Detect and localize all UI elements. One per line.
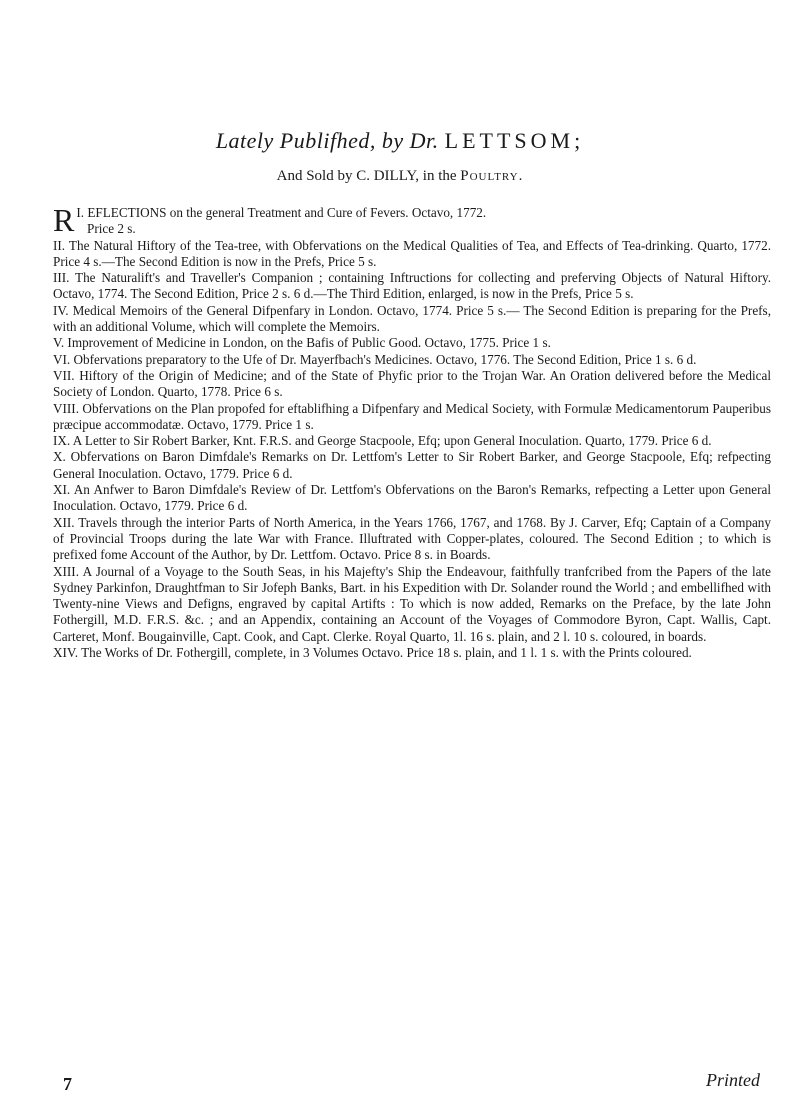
entry-text: A Journal of a Voyage to the South Seas, in his Majefty's Ship the Endeavour, faithfully tranfcribed from the Papers of the late Sydney Parkinfon, Draughtfman to Sir Jofeph Banks, Bart. in his Expedition with Dr. Solander round the World ; and embellifhed with Twenty-nine Views and Defigns, engraved by capital Artifts : To which is now added, Remarks on the Preface, by the late John Fothergill, M.D. F.R.S. &c. ; and an Appendix, containing an Account of the Voyages of Commodore Byron, Capt. Wallis, Capt. Carteret, Monf. Bougainville, Capt. Cook, and Capt. Clerke. Royal Quarto, 1l. 16 s. plain, and 2 l. 10 s. coloured, in boards. bbox=[53, 563, 771, 644]
list-item bbox=[53, 238, 771, 271]
entry-text: Obfervations preparatory to the Ufe of Dr. Mayerfbach's Medicines. Octavo, 1776. The Second Edition, Price 1 s. 6 d. bbox=[73, 351, 697, 367]
list-item bbox=[53, 303, 771, 336]
lately-published-label: Lately Publifhed, bbox=[215, 128, 376, 153]
entry-numeral: XII. bbox=[53, 514, 75, 530]
entry-numeral: XIII. bbox=[53, 563, 79, 579]
publication-list bbox=[53, 202, 772, 661]
advertisement-header bbox=[0, 128, 800, 154]
poultry-place: Poultry. bbox=[460, 168, 524, 184]
entry-text: Improvement of Medicine in London, on the Bafis of Public Good. Octavo, 1775. Price 1 s. bbox=[67, 335, 551, 351]
list-item bbox=[53, 202, 771, 238]
list-item bbox=[53, 564, 771, 645]
entry-numeral: V. bbox=[53, 335, 65, 351]
entry-numeral: VII. bbox=[53, 367, 75, 383]
entry-text: Medical Memoirs of the General Difpenfary in London. Octavo, 1774. Price 5 s.— The Second Edition is preparing for the Prefs, with an additional Volume, which will complete the Memoirs. bbox=[53, 302, 771, 335]
entry-numeral: VIII. bbox=[53, 400, 79, 416]
signature-mark: 7 bbox=[63, 1074, 72, 1094]
sold-by-text: And Sold by C. DILLY, in the bbox=[276, 168, 457, 184]
entry-numeral: XIV. bbox=[53, 645, 79, 661]
entry-text: Obfervations on the Plan propofed for eftablifhing a Difpenfary and Medical Society, with Formulæ Medicamentorum Pauperibus præcipue accommodatæ. Octavo, 1779. Price 1 s. bbox=[53, 400, 772, 432]
entry-numeral: IV. bbox=[53, 302, 69, 318]
entry-text: Obfervations on Baron Dimfdale's Remarks on Dr. Lettfom's Letter to Sir Robert Barker, and George Stacpoole, Efq; refpecting General Inoculation. Octavo, 1779. Price 6 d. bbox=[53, 449, 771, 481]
publisher-line bbox=[0, 168, 800, 185]
list-item bbox=[53, 515, 771, 564]
by-doctor-label: by Dr. bbox=[381, 128, 439, 153]
list-item bbox=[53, 401, 771, 434]
list-item bbox=[53, 482, 771, 515]
entry-numeral: II. bbox=[53, 237, 66, 253]
entry-numeral: XI. bbox=[53, 482, 71, 498]
list-item bbox=[53, 368, 771, 401]
list-item bbox=[53, 352, 771, 368]
author-name: LETTSOM; bbox=[444, 128, 585, 153]
entry-text: EFLECTIONS on the general Treatment and Cure of Fevers. Octavo, 1772. bbox=[87, 205, 487, 220]
entry-text: The Natural Hiftory of the Tea-tree, with Obfervations on the Medical Qualities of Tea, and Effects of Tea-drinking. Quarto, 1772. Price 4 s.—The Second Edition is now in the Prefs, Price 5 s. bbox=[53, 237, 771, 269]
entry-text: Hiftory of the Origin of Medicine; and of the State of Phyfic prior to the Trojan War. An Oration delivered before the Medical Society of London. Quarto, 1778. Price 6 s. bbox=[53, 367, 771, 400]
entry-text: The Works of Dr. Fothergill, complete, in 3 Volumes Octavo. Price 18 s. plain, and 1 l. 1 s. with the Prints coloured. bbox=[81, 645, 692, 661]
list-item bbox=[53, 335, 771, 351]
list-item bbox=[53, 645, 771, 661]
entry-text: An Anfwer to Baron Dimfdale's Review of Dr. Lettfom's Obfervations on the Baron's Remarks, refpecting a Letter upon General Inoculation. Octavo, 1779. Price 6 d. bbox=[53, 482, 771, 514]
catchword: Printed bbox=[706, 1070, 760, 1090]
entry-price: Price 2 s. bbox=[87, 221, 136, 237]
list-item bbox=[53, 270, 771, 303]
entry-numeral: I. bbox=[76, 205, 85, 220]
entry-numeral: IX. bbox=[53, 433, 71, 449]
entry-numeral: X. bbox=[53, 449, 66, 465]
drop-cap: R bbox=[53, 202, 75, 238]
entry-text: The Naturalift's and Traveller's Companion ; containing Inftructions for collecting and preferving Objects of Natural Hiftory. Octavo, 1774. The Second Edition, Price 2 s. 6 d.—The Third Edition, enlarged, is now in the Prefs, Price 5 s. bbox=[53, 270, 771, 302]
list-item bbox=[53, 449, 771, 482]
entry-text: Travels through the interior Parts of North America, in the Years 1766, 1767, and 1768. By J. Carver, Efq; Captain of a Company of Provincial Troops during the late War with France. Illuftrated with Copper-plates, coloured. The Second Edition ; to which is prefixed fome Account of the Author, by Dr. Lettfom. Octavo. Price 8 s. in Boards. bbox=[53, 514, 771, 563]
entry-text: A Letter to Sir Robert Barker, Knt. F.R.S. and George Stacpoole, Efq; upon General Inoculation. Quarto, 1779. Price 6 d. bbox=[72, 433, 712, 449]
list-item bbox=[53, 433, 771, 449]
entry-numeral: VI. bbox=[53, 351, 71, 367]
entry-numeral: III. bbox=[53, 270, 70, 286]
